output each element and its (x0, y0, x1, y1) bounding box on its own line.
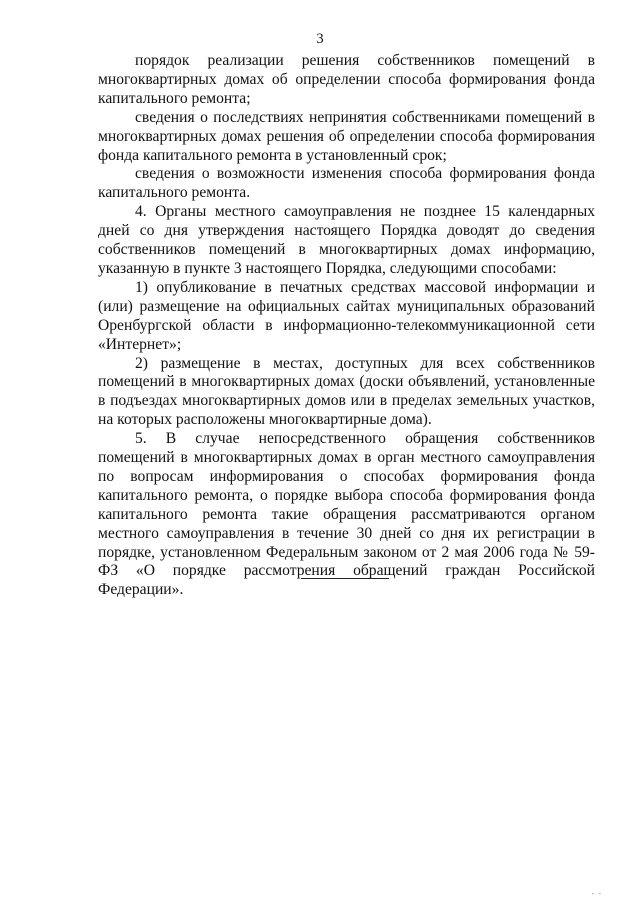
document-body (98, 52, 595, 600)
paragraph-implementation-order: порядок реализации решения собственников помещений в многоквартирных домах об определении способа формирования фонда капитального ремонта; (98, 52, 595, 107)
scan-corner-mark: - - (591, 889, 602, 898)
paragraph-item-4: 4. Органы местного самоуправления не позднее 15 календарных дней со дня утверждения настоящего Порядка доводят до сведения собственников помещений в многоквартирных домах информацию, указанную в пункте 3 настоящего Порядка, следующими способами: (98, 203, 595, 277)
page-number: 3 (316, 31, 324, 47)
paragraph-consequences: сведения о последствиях непринятия собственниками помещений в многоквартирных домах решения об определении способа формирования фонда капитального ремонта в установленный срок; (98, 108, 595, 164)
paragraph-change-possibility: сведения о возможности изменения способа формирования фонда капитального ремонта. (98, 165, 595, 202)
paragraph-item-5: 5. В случае непосредственного обращения собственников помещений в многоквартирных домах в орган местного самоуправления по вопросам информирования о способах формирования фонда капитального ремонта, о порядке выбора способа формирования фонда капитального ремонта такие обращения рассматриваются органом местного самоуправления в течение 30 дней со дня их регистрации в порядке, установленном Федеральным законом от 2 мая 2006 года № 59-ФЗ «О порядке рассмотрения обращений граждан Российской Федерации». (98, 430, 595, 599)
paragraph-subitem-2: 2) размещение в местах, доступных для всех собственников помещений в многоквартирных домах (доски объявлений, установленные в подъездах многоквартирных домов или в пределах земельных участков, на которых расположены многоквартирные дома). (98, 354, 595, 429)
paragraph-subitem-1: 1) опубликование в печатных средствах массовой информации и (или) размещение на официальных сайтах муниципальных образований Оренбургской области в информационно-телекоммуникационной сети «Интернет»; (98, 278, 595, 353)
end-separator-line (301, 578, 389, 579)
